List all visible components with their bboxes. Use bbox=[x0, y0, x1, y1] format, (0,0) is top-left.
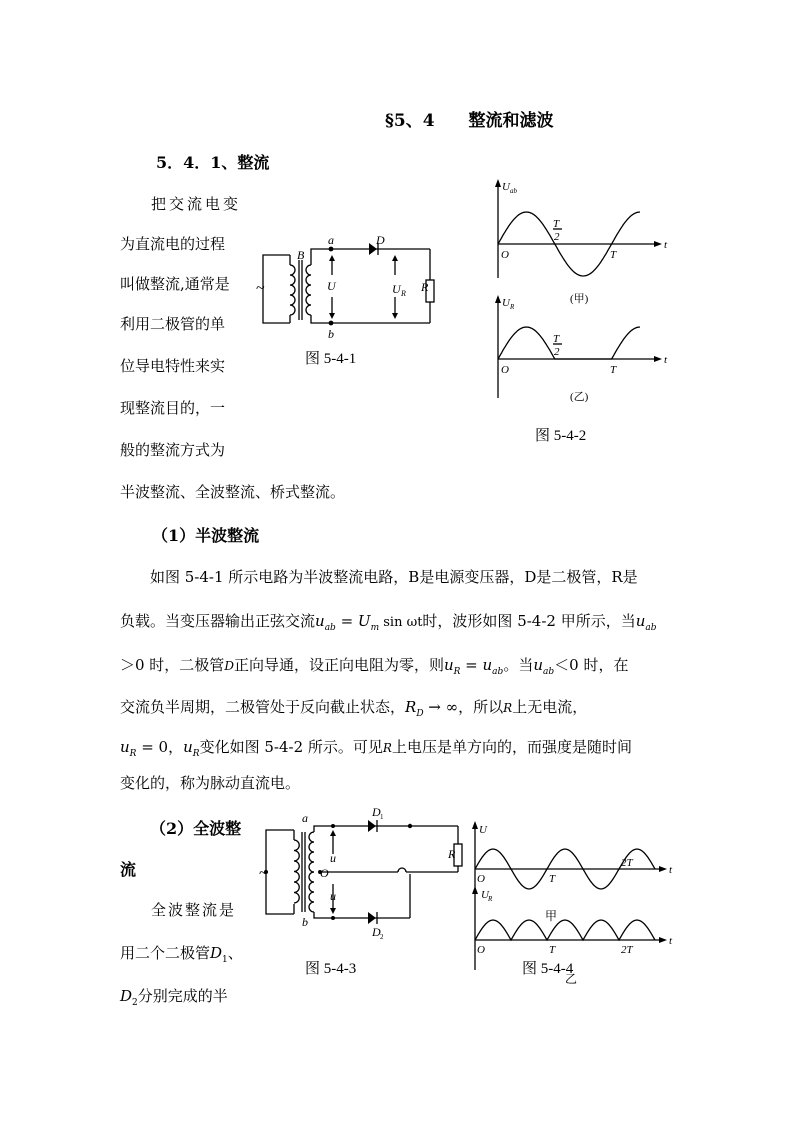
formula-sub: D bbox=[416, 709, 424, 719]
label-D: D bbox=[376, 233, 385, 247]
symbol-D: D bbox=[224, 659, 234, 673]
fig4-bottom-ylabel: U bbox=[481, 889, 489, 901]
formula-u: u bbox=[120, 738, 130, 756]
fig4-top-t: t bbox=[669, 864, 673, 876]
text: ， bbox=[168, 738, 184, 756]
text: 上无电流， bbox=[512, 698, 588, 716]
formula-sub: ab bbox=[543, 667, 555, 677]
formula-arrow: → ∞ bbox=[423, 698, 459, 716]
fig4-bottom-ysub: R bbox=[488, 895, 493, 903]
fw-line-3 bbox=[120, 985, 228, 1008]
symbol-D2: D bbox=[120, 987, 133, 1005]
text: 变化如图 5-4-2 所示。可见 bbox=[199, 738, 383, 756]
intro-line: 半波整流、全波整流、桥式整流。 bbox=[120, 483, 346, 501]
half-wave-heading: （1）半波整流 bbox=[152, 526, 260, 545]
label-B: B bbox=[297, 248, 305, 262]
intro-line: 叫做整流,通常是 bbox=[120, 275, 230, 293]
formula-u: u bbox=[183, 738, 193, 756]
label-D1: D bbox=[372, 805, 381, 819]
intro-line: 把交流电变 bbox=[151, 195, 242, 213]
fig4-tag-bottom: 乙 bbox=[565, 972, 578, 986]
label-O: O bbox=[320, 866, 329, 880]
fw-line-1: 全波整流是 bbox=[151, 901, 237, 919]
fig2-top-O: O bbox=[501, 249, 509, 261]
label-D1-sub: 1 bbox=[380, 813, 384, 821]
figure-5-4-3 bbox=[258, 802, 473, 942]
fig2-top-tag: (甲) bbox=[570, 293, 589, 305]
ac-source-symbol: ~ bbox=[259, 865, 268, 882]
label-a: a bbox=[302, 811, 308, 825]
series-line-uR bbox=[498, 327, 640, 359]
fig4-bottom-t: t bbox=[669, 935, 673, 947]
fig2-bottom-T2-den: 2 bbox=[554, 346, 560, 358]
para-line-2 bbox=[120, 610, 657, 633]
figure-5-4-1 bbox=[255, 235, 455, 355]
formula-sub: R bbox=[453, 667, 461, 677]
formula-sub: R bbox=[129, 749, 137, 759]
fig2-bottom-ysub: R bbox=[510, 303, 515, 311]
fig3-caption: 图 5-4-3 bbox=[305, 961, 357, 977]
subsection-heading: 5．4．1、整流 bbox=[156, 153, 270, 172]
formula-eq: = U bbox=[335, 612, 371, 630]
formula-eq: = 0 bbox=[136, 738, 169, 756]
fig4-bottom-2T: 2T bbox=[621, 944, 633, 956]
text: 用二个二极管 bbox=[120, 944, 211, 962]
text: ＜0 时，在 bbox=[554, 656, 629, 674]
text: 正向导通，设正向电阻为零，则 bbox=[233, 656, 444, 674]
label-UR-sub: R bbox=[401, 289, 406, 298]
fig4-top-T: T bbox=[549, 873, 556, 885]
formula-u-sub: ab bbox=[324, 623, 336, 633]
formula-u: u bbox=[315, 612, 325, 630]
full-wave-heading-1: （2）全波整 bbox=[150, 819, 242, 838]
formula-R: R bbox=[405, 698, 417, 716]
symbol-R: R bbox=[382, 741, 392, 755]
label-u2: u bbox=[330, 889, 336, 903]
para-line-6: 变化的，称为脉动直流电。 bbox=[120, 774, 301, 792]
label-b: b bbox=[328, 327, 334, 341]
fig2-top-t: t bbox=[664, 239, 668, 251]
para-line-3 bbox=[120, 654, 628, 677]
formula-sin: sin ωt bbox=[379, 615, 423, 630]
label-a: a bbox=[328, 233, 334, 247]
formula-uR: u bbox=[443, 656, 454, 674]
fig4-tag-top: 甲 bbox=[545, 909, 558, 923]
label-D2: D bbox=[372, 925, 381, 939]
separator: 、 bbox=[227, 944, 243, 962]
formula-u-sub: ab bbox=[645, 623, 657, 633]
fig1-caption: 图 5-4-1 bbox=[305, 351, 357, 367]
symbol-D2-sub: 2 bbox=[132, 998, 138, 1008]
label-D2-sub: 2 bbox=[380, 933, 384, 941]
ac-source-symbol: ~ bbox=[256, 280, 265, 297]
fig4-top-O: O bbox=[477, 873, 485, 885]
intro-line: 为直流电的过程 bbox=[120, 235, 226, 253]
label-R: R bbox=[448, 847, 456, 861]
fig2-top-T2-den: 2 bbox=[554, 231, 560, 243]
formula-sub: R bbox=[192, 749, 200, 759]
text: ，所以 bbox=[458, 698, 504, 716]
fig2-caption: 图 5-4-2 bbox=[535, 428, 587, 444]
symbol-D1-sub: 1 bbox=[222, 955, 228, 965]
intro-line: 利用二极管的单 bbox=[120, 315, 226, 333]
fig2-bottom-t: t bbox=[664, 354, 668, 366]
symbol-R: R bbox=[503, 701, 513, 715]
fw-line-2 bbox=[120, 942, 243, 965]
text: ＞0 时，二极管 bbox=[120, 656, 225, 674]
formula-u: u bbox=[533, 656, 543, 674]
text: 。当 bbox=[503, 656, 534, 674]
fig2-top-ylabel: U bbox=[502, 181, 510, 193]
symbol-D1: D bbox=[210, 944, 223, 962]
fig4-bottom-O: O bbox=[477, 944, 485, 956]
formula-eq-sub: m bbox=[370, 623, 380, 633]
text: 上电压是单方向的，而强度是随时间 bbox=[391, 738, 632, 756]
fig2-bottom-T2-num: T bbox=[553, 333, 560, 345]
text: 时，波形如图 5-4-2 甲所示，当 bbox=[422, 612, 636, 630]
label-UR: U bbox=[392, 282, 401, 296]
fig2-top-T: T bbox=[610, 249, 617, 261]
label-u1: u bbox=[330, 851, 336, 865]
formula-sub: ab bbox=[492, 667, 504, 677]
para-line-5 bbox=[120, 736, 632, 759]
intro-line: 现整流目的，一 bbox=[120, 399, 226, 417]
intro-line: 位导电特性来实 bbox=[120, 357, 226, 375]
formula-u: u bbox=[635, 612, 646, 630]
fig2-top-ysub: ab bbox=[510, 187, 517, 195]
text: 负载。当变压器输出正弦交流 bbox=[120, 612, 316, 630]
figure-5-4-2 bbox=[490, 178, 680, 403]
fig2-bottom-ylabel: U bbox=[502, 297, 510, 309]
fig4-top-ylabel: U bbox=[479, 824, 487, 836]
section-title: §5、4 整流和滤波 bbox=[385, 111, 554, 131]
fig4-top-2T: 2T bbox=[621, 857, 633, 869]
fig4-bottom-T: T bbox=[549, 944, 556, 956]
figure-5-4-4 bbox=[465, 820, 685, 985]
para-line-1: 如图 5-4-1 所示电路为半波整流电路，B是电源变压器，D是二极管，R是 bbox=[150, 568, 638, 586]
formula-eq: = u bbox=[460, 656, 493, 674]
fig2-top-T2-num: T bbox=[553, 218, 560, 230]
label-U: U bbox=[327, 279, 336, 293]
para-line-4 bbox=[120, 696, 587, 719]
fig2-bottom-O: O bbox=[501, 364, 509, 376]
label-b: b bbox=[302, 915, 308, 929]
series-line-uR bbox=[475, 920, 655, 940]
intro-line: 般的整流方式为 bbox=[120, 441, 226, 459]
fig4-caption: 图 5-4-4 bbox=[522, 961, 574, 977]
text: 交流负半周期，二极管处于反向截止状态， bbox=[120, 698, 406, 716]
fig2-bottom-tag: (乙) bbox=[570, 391, 589, 403]
fig2-bottom-T: T bbox=[610, 364, 617, 376]
full-wave-heading-2: 流 bbox=[120, 860, 137, 879]
label-R: R bbox=[421, 280, 429, 294]
text: 分别完成的半 bbox=[137, 987, 228, 1005]
